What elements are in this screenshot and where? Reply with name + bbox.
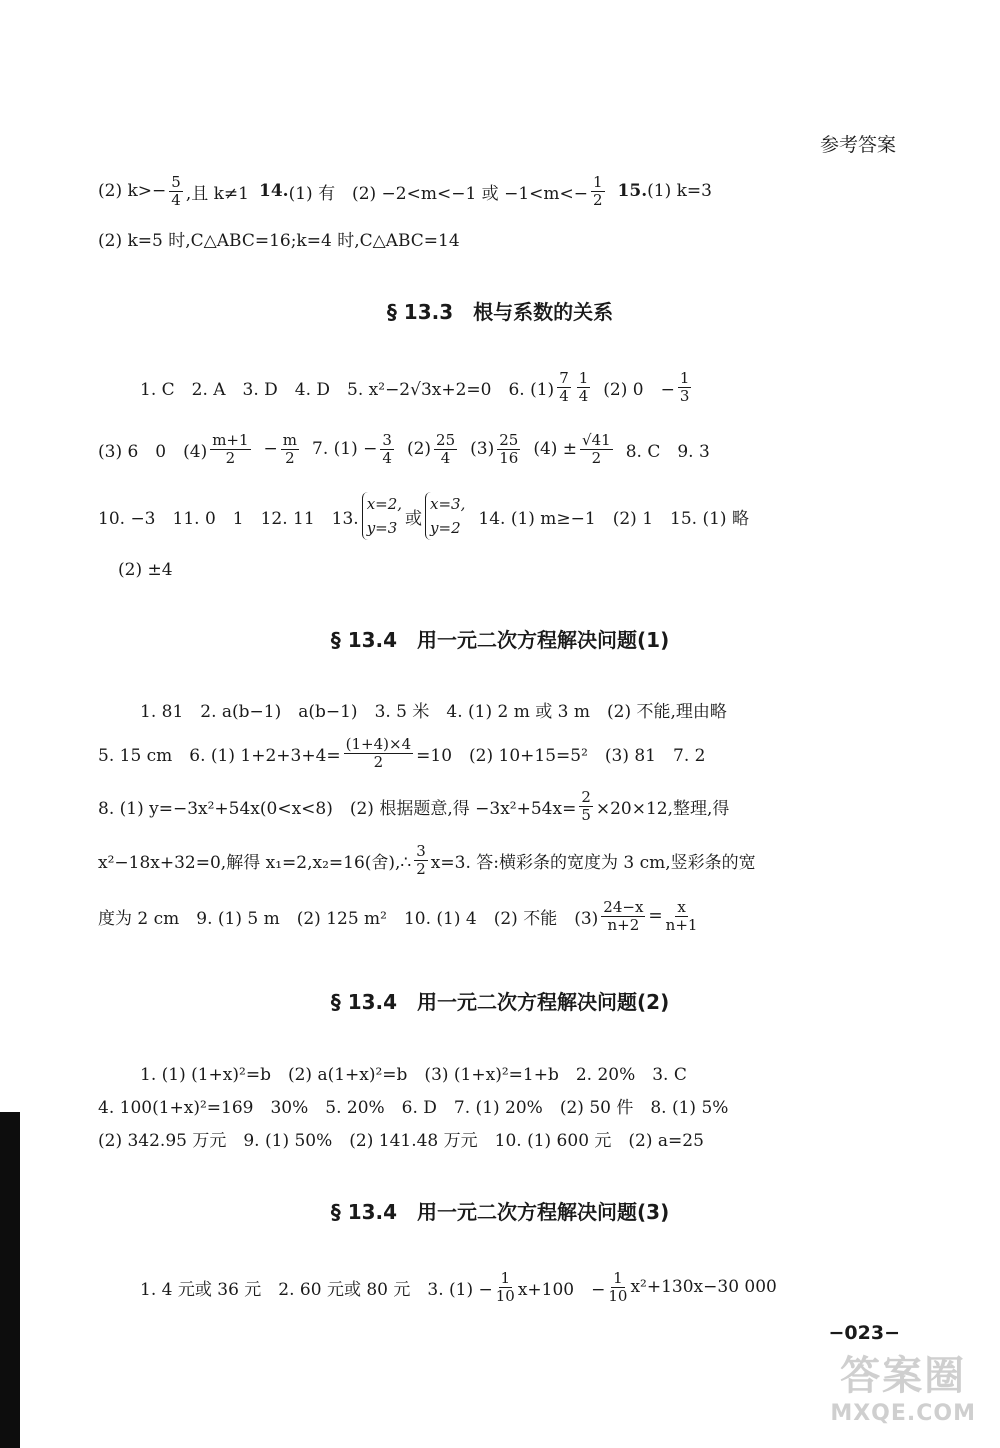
equation-system: x=3, y=2 [425,492,465,540]
answer-line: 8. (1) y=−3x²+54x(0<x<8) (2) 根据题意,得 −3x²+54x= $\frac{2}{5}$ ×20×12,整理,得 [98,788,730,824]
page-number: −023− [828,1322,900,1344]
section-title: § 13.4 用一元二次方程解决问题(1) [330,628,670,652]
section-title: § 13.3 根与系数的关系 [386,300,614,324]
answer-line: (2) 342.95 万元 9. (1) 50% (2) 141.48 万元 10. (1) 600 元 (2) a=25 [98,1131,704,1151]
fraction: $\frac{5}{4}$ [171,173,181,209]
answer-line: 5. 15 cm 6. (1) 1+2+3+4= $\frac{(1+4)\times 4}{2}$ =10 (2) 10+15=5² (3) 81 7. 2 [98,735,706,771]
section-title: § 13.4 用一元二次方程解决问题(3) [330,1200,670,1224]
answer-line: (2) k=5 时,C△ABC=16;k=4 时,C△ABC=14 [98,231,460,251]
answer-line: (2) ±4 [118,560,173,580]
answer-line: 度为 2 cm 9. (1) 5 m (2) 125 m² 10. (1) 4 (2) 不能 (3) $\frac{24-x}{n+2}$ = $\frac{x}{n+1}$ [98,898,698,934]
answer-line: 1. C 2. A 3. D 4. D 5. x²−2√3x+2=0 6. (1) $\frac{7}{4}$ $\frac{1}{4}$ (2) 0 − $\frac{1}{3}$ [140,369,690,405]
watermark-logo: 答案圈 MXQE.COM [830,1353,976,1426]
answer-line: (3) 6 0 (4) $\frac{m+1}{2}$ − $\frac{m}{2}$ 7. (1) − $\frac{3}{4}$ (2) $\frac{25}{4}$ (3) $\frac{25}{16}$ (4) ± $\frac{√41}{2}$ 8. C 9. 3 [98,431,710,467]
answer-line: 1. (1) (1+x)²=b (2) a(1+x)²=b (3) (1+x)²=1+b 2. 20% 3. C [140,1065,687,1085]
fraction: $\frac{1}{2}$ [593,173,603,209]
answer-line: x²−18x+32=0,解得 x₁=2,x₂=16(舍),∴ $\frac{3}{2}$ x=3. 答:横彩条的宽度为 3 cm,竖彩条的宽 [98,842,756,878]
equation-system: x=2, y=3 [362,492,402,540]
scan-edge-bar [0,1112,20,1448]
answer-line: (2) k>− $\frac{5}{4}$ ,且 k≠1 14. (1) 有 (2) −2<m<−1 或 −1<m<− $\frac{1}{2}$ 15. (1) k=3 [98,173,712,209]
answer-line: 1. 4 元或 36 元 2. 60 元或 80 元 3. (1) − $\frac{1}{10}$ x+100 − $\frac{1}{10}$ x²+130x−30 000 [140,1269,777,1305]
answer-line: 10. −3 11. 0 1 12. 11 13. x=2, y=3 或 x=3, y=2 14. (1) m≥−1 (2) 1 15. (1) 略 [98,492,904,540]
page-header-title: 参考答案 [819,134,896,156]
answer-line: 4. 100(1+x)²=169 30% 5. 20% 6. D 7. (1) 20% (2) 50 件 8. (1) 5% [98,1098,729,1118]
answer-line: 1. 81 2. a(b−1) a(b−1) 3. 5 米 4. (1) 2 m 或 3 m (2) 不能,理由略 [140,702,727,722]
section-title: § 13.4 用一元二次方程解决问题(2) [330,990,670,1014]
